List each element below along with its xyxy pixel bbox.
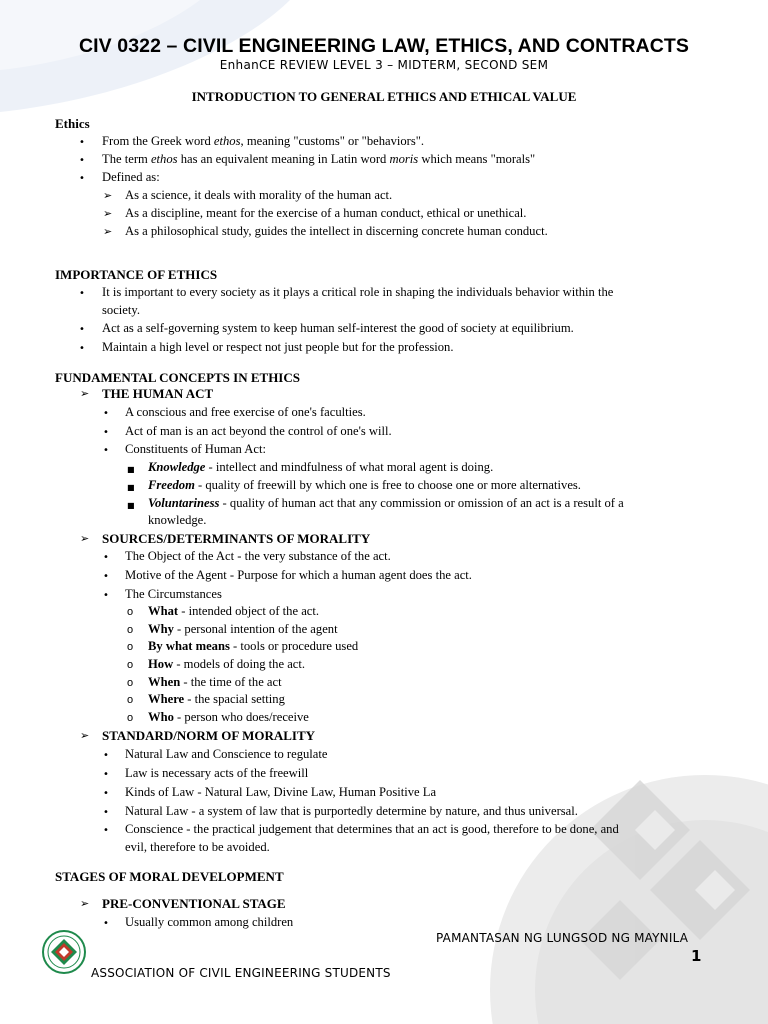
term: By what means	[148, 639, 230, 653]
importance-bullet-3: Maintain a high level or respect not just people but for the profession.	[102, 340, 454, 354]
arrow-marker: ➢	[103, 225, 113, 238]
stages-heading: STAGES OF MORAL DEVELOPMENT	[55, 869, 284, 884]
standard-bullet-1: Natural Law and Conscience to regulate	[125, 747, 328, 761]
circumstance-item	[148, 657, 305, 672]
bullet-marker: •	[103, 408, 109, 419]
term: Why	[148, 622, 174, 636]
standard-heading: STANDARD/NORM OF MORALITY	[102, 728, 316, 743]
ethics-heading: Ethics	[55, 116, 90, 131]
arrow-marker: ➢	[103, 207, 113, 220]
square-marker: ■	[127, 465, 135, 474]
term: Voluntariness	[148, 496, 220, 510]
bullet-marker: •	[79, 288, 85, 299]
term: When	[148, 675, 181, 689]
ethics-sub-1: As a science, it deals with morality of the human act.	[125, 188, 393, 202]
bullet-marker: •	[103, 571, 109, 582]
standard-bullet-3: Kinds of Law - Natural Law, Divine Law, Human Positive La	[125, 785, 437, 799]
constituent-voluntariness-cont: knowledge.	[148, 513, 207, 527]
circumstance-item	[148, 604, 319, 619]
pre-conventional-bullet-1: Usually common among children	[125, 915, 294, 929]
text: - person who does/receive	[173, 710, 309, 724]
circle-marker: o	[127, 606, 134, 618]
constituent-freedom	[148, 478, 581, 493]
circle-marker: o	[127, 712, 134, 724]
sources-heading: SOURCES/DETERMINANTS OF MORALITY	[102, 531, 371, 546]
standard-bullet-5-line2: evil, therefore to be avoided.	[125, 840, 270, 854]
sources-bullet-1: The Object of the Act - the very substance of the act.	[125, 549, 391, 563]
arrow-marker: ➢	[80, 897, 90, 910]
constituent-knowledge	[148, 460, 493, 475]
human-act-heading: THE HUMAN ACT	[102, 386, 214, 401]
sources-bullet-3: The Circumstances	[125, 587, 222, 601]
term: Knowledge	[148, 460, 206, 474]
circle-marker: o	[127, 677, 134, 689]
importance-bullet-1-line1: It is important to every society as it plays a critical role in shaping the individuals behavior within the	[102, 285, 614, 299]
university-name: PAMANTASAN NG LUNGSOD NG MAYNILA	[436, 931, 689, 945]
bullet-marker: •	[79, 155, 85, 166]
constituent-voluntariness	[148, 496, 624, 511]
text: From the Greek word	[102, 134, 214, 148]
text: - intended object of the act.	[178, 604, 320, 618]
page-number: 1	[691, 947, 702, 965]
emphasis: moris	[389, 152, 419, 166]
bullet-marker: •	[103, 590, 109, 601]
bullet-marker: •	[103, 807, 109, 818]
bullet-marker: •	[79, 173, 85, 184]
standard-bullet-5-line1: Conscience - the practical judgement that determines that an act is good, therefore to be done, and	[125, 822, 619, 836]
square-marker: ■	[127, 483, 135, 492]
course-title: CIV 0322 – CIVIL ENGINEERING LAW, ETHICS, AND CONTRACTS	[78, 35, 690, 57]
circle-marker: o	[127, 624, 134, 636]
arrow-marker: ➢	[80, 532, 90, 545]
circumstance-item	[148, 622, 338, 637]
text: which means "morals"	[418, 152, 536, 166]
ethics-bullet-3: Defined as:	[102, 170, 160, 184]
text: has an equivalent meaning in Latin word	[177, 152, 390, 166]
human-act-bullet-1: A conscious and free exercise of one's faculties.	[125, 405, 366, 419]
circle-marker: o	[127, 694, 134, 706]
arrow-marker: ➢	[80, 387, 90, 400]
importance-bullet-2: Act as a self-governing system to keep human self-interest the good of society at equilibrium.	[102, 321, 574, 335]
circumstance-item	[148, 675, 282, 690]
term: Where	[148, 692, 185, 706]
square-marker: ■	[127, 501, 135, 510]
bullet-marker: •	[103, 788, 109, 799]
text: The term	[102, 152, 151, 166]
pre-conventional-heading: PRE-CONVENTIONAL STAGE	[102, 896, 286, 911]
ethics-bullet-1	[102, 134, 424, 149]
aces-logo	[42, 930, 86, 974]
bullet-marker: •	[79, 343, 85, 354]
human-act-bullet-2: Act of man is an act beyond the control of one's will.	[125, 424, 392, 438]
circumstance-item	[148, 639, 358, 654]
circumstance-item	[148, 692, 285, 707]
arrow-marker: ➢	[103, 189, 113, 202]
bullet-marker: •	[103, 552, 109, 563]
text: , meaning "customs" or "behaviors".	[240, 134, 425, 148]
standard-bullet-4: Natural Law - a system of law that is purportedly determine by nature, and thus universal.	[125, 804, 578, 818]
term: Freedom	[148, 478, 195, 492]
text: - tools or procedure used	[229, 639, 359, 653]
arrow-marker: ➢	[80, 729, 90, 742]
importance-heading: IMPORTANCE OF ETHICS	[55, 267, 218, 282]
fundamental-heading: FUNDAMENTAL CONCEPTS IN ETHICS	[55, 370, 300, 385]
importance-bullet-1-line2: society.	[102, 303, 141, 317]
text: - quality of freewill by which one is free to choose one or more alternatives.	[194, 478, 581, 492]
term: Who	[148, 710, 174, 724]
text: - quality of human act that any commission or omission of an act is a result of a	[219, 496, 624, 510]
circle-marker: o	[127, 659, 134, 671]
emphasis: ethos	[213, 134, 241, 148]
ethics-sub-2: As a discipline, meant for the exercise of a human conduct, ethical or unethical.	[125, 206, 527, 220]
bullet-marker: •	[103, 750, 109, 761]
text: - the spacial setting	[184, 692, 285, 706]
bullet-marker: •	[103, 825, 109, 836]
text: - personal intention of the agent	[173, 622, 338, 636]
circumstance-item	[148, 710, 309, 725]
term: What	[148, 604, 179, 618]
course-subtitle: EnhanCE REVIEW LEVEL 3 – MIDTERM, SECOND SEM	[219, 58, 549, 72]
term: How	[148, 657, 174, 671]
emphasis: ethos	[150, 152, 178, 166]
human-act-bullet-3: Constituents of Human Act:	[125, 442, 266, 456]
sources-bullet-2: Motive of the Agent - Purpose for which a human agent does the act.	[125, 568, 472, 582]
standard-bullet-2: Law is necessary acts of the freewill	[125, 766, 309, 780]
ethics-bullet-2	[102, 152, 535, 167]
lesson-heading: INTRODUCTION TO GENERAL ETHICS AND ETHICAL VALUE	[191, 89, 577, 104]
circle-marker: o	[127, 641, 134, 653]
bullet-marker: •	[103, 918, 109, 929]
association-name: ASSOCIATION OF CIVIL ENGINEERING STUDENTS	[91, 966, 391, 980]
ethics-sub-3: As a philosophical study, guides the intellect in discerning concrete human conduct.	[125, 224, 548, 238]
text: - models of doing the act.	[173, 657, 306, 671]
bullet-marker: •	[103, 769, 109, 780]
bullet-marker: •	[103, 445, 109, 456]
text: - intellect and mindfulness of what moral agent is doing.	[205, 460, 494, 474]
bullet-marker: •	[79, 324, 85, 335]
bullet-marker: •	[103, 427, 109, 438]
bullet-marker: •	[79, 137, 85, 148]
text: - the time of the act	[180, 675, 282, 689]
